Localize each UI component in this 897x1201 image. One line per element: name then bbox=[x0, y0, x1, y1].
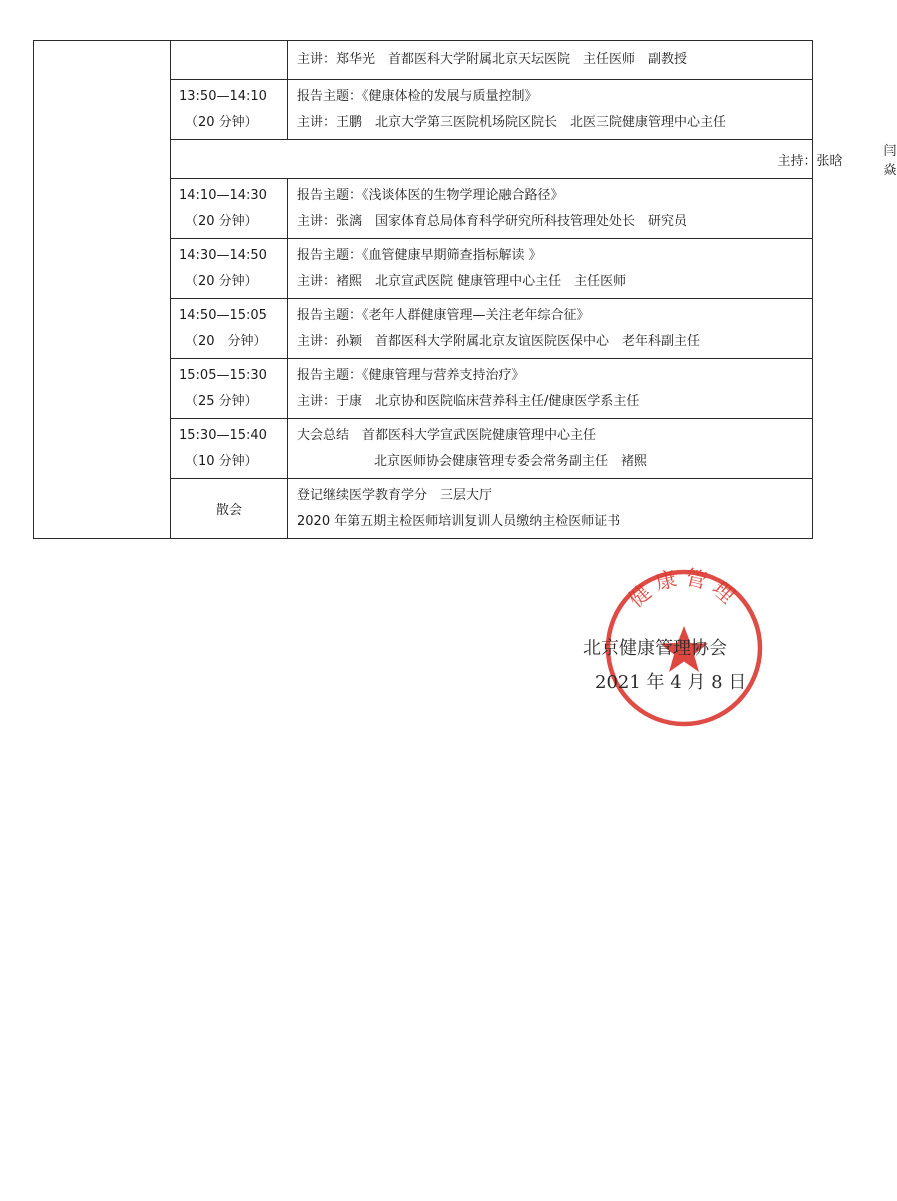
speaker-line: 主讲：郑华光 首都医科大学附属北京天坛医院 主任医师 副教授 bbox=[297, 52, 688, 67]
duration: （25 分钟） bbox=[185, 393, 258, 409]
time-range: 14:10—14:30 bbox=[179, 187, 267, 203]
summary-line-2: 北京医师协会健康管理专委会常务副主任 褚熙 bbox=[374, 453, 648, 469]
speaker-line: 主讲：王鹏 北京大学第三医院机场院区院长 北医三院健康管理中心主任 bbox=[297, 114, 727, 130]
signature-date: 2021 年 4 月 8 日 bbox=[595, 672, 747, 693]
time-range: 14:50—15:05 bbox=[179, 307, 267, 323]
left-merged-cell bbox=[34, 41, 171, 539]
time-cell-empty bbox=[171, 41, 288, 80]
signature-block bbox=[583, 632, 746, 700]
topic-line: 报告主题：《浅谈体医的生物学理论融合路径》 bbox=[297, 187, 564, 203]
time-range: 15:30—15:40 bbox=[179, 427, 267, 443]
time-cell bbox=[171, 239, 288, 299]
duration: （20 分钟） bbox=[185, 333, 267, 349]
host-label: 主持：张晗 bbox=[777, 153, 843, 169]
content-cell bbox=[288, 299, 813, 359]
closing-line-2: 2020 年第五期主检医师培训复训人员缴纳主检医师证书 bbox=[297, 513, 621, 529]
signature-org: 北京健康管理协会 bbox=[583, 638, 727, 659]
time-cell bbox=[171, 359, 288, 419]
closing-content-cell bbox=[288, 479, 813, 539]
speaker-line: 主讲：褚熙 北京宣武医院 健康管理中心主任 主任医师 bbox=[297, 273, 627, 289]
time-cell bbox=[171, 299, 288, 359]
summary-line: 大会总结 首都医科大学宣武医院健康管理中心主任 bbox=[297, 427, 597, 443]
duration: （10 分钟） bbox=[185, 453, 258, 469]
content-cell bbox=[288, 179, 813, 239]
time-range: 15:05—15:30 bbox=[179, 367, 267, 383]
time-range: 13:50—14:10 bbox=[179, 88, 267, 104]
duration: （20 分钟） bbox=[185, 114, 258, 130]
topic-line: 报告主题：《血管健康早期筛查指标解读 》 bbox=[297, 247, 542, 263]
content-cell bbox=[288, 359, 813, 419]
host-cell bbox=[171, 140, 843, 179]
closing-line-1: 登记继续医学教育学分 三层大厅 bbox=[297, 487, 493, 503]
schedule-row-first bbox=[34, 41, 813, 80]
time-cell bbox=[171, 419, 288, 479]
topic-line: 报告主题：《老年人群健康管理—关注老年综合征》 bbox=[297, 307, 590, 323]
topic-line: 报告主题：《健康体检的发展与质量控制》 bbox=[297, 88, 538, 104]
seal-text: 健康管理 bbox=[624, 566, 744, 612]
host-name-2: 闫焱 bbox=[883, 144, 897, 178]
closing-label: 散会 bbox=[215, 503, 242, 518]
speaker-line: 主讲：于康 北京协和医院临床营养科主任/健康医学系主任 bbox=[297, 393, 640, 409]
content-cell bbox=[288, 41, 813, 80]
speaker-line: 主讲：孙颖 首都医科大学附属北京友谊医院医保中心 老年科副主任 bbox=[297, 333, 701, 349]
schedule-table bbox=[33, 40, 897, 539]
time-cell bbox=[171, 179, 288, 239]
time-range: 14:30—14:50 bbox=[179, 247, 267, 263]
speaker-line: 主讲：张漓 国家体育总局体育科学研究所科技管理处处长 研究员 bbox=[297, 213, 688, 229]
closing-label-cell bbox=[171, 479, 288, 539]
content-cell bbox=[288, 239, 813, 299]
content-cell bbox=[288, 80, 813, 140]
time-cell bbox=[171, 80, 288, 140]
duration: （20 分钟） bbox=[185, 273, 258, 289]
topic-line: 报告主题：《健康管理与营养支持治疗》 bbox=[297, 367, 525, 383]
content-cell bbox=[288, 419, 813, 479]
duration: （20 分钟） bbox=[185, 213, 258, 229]
